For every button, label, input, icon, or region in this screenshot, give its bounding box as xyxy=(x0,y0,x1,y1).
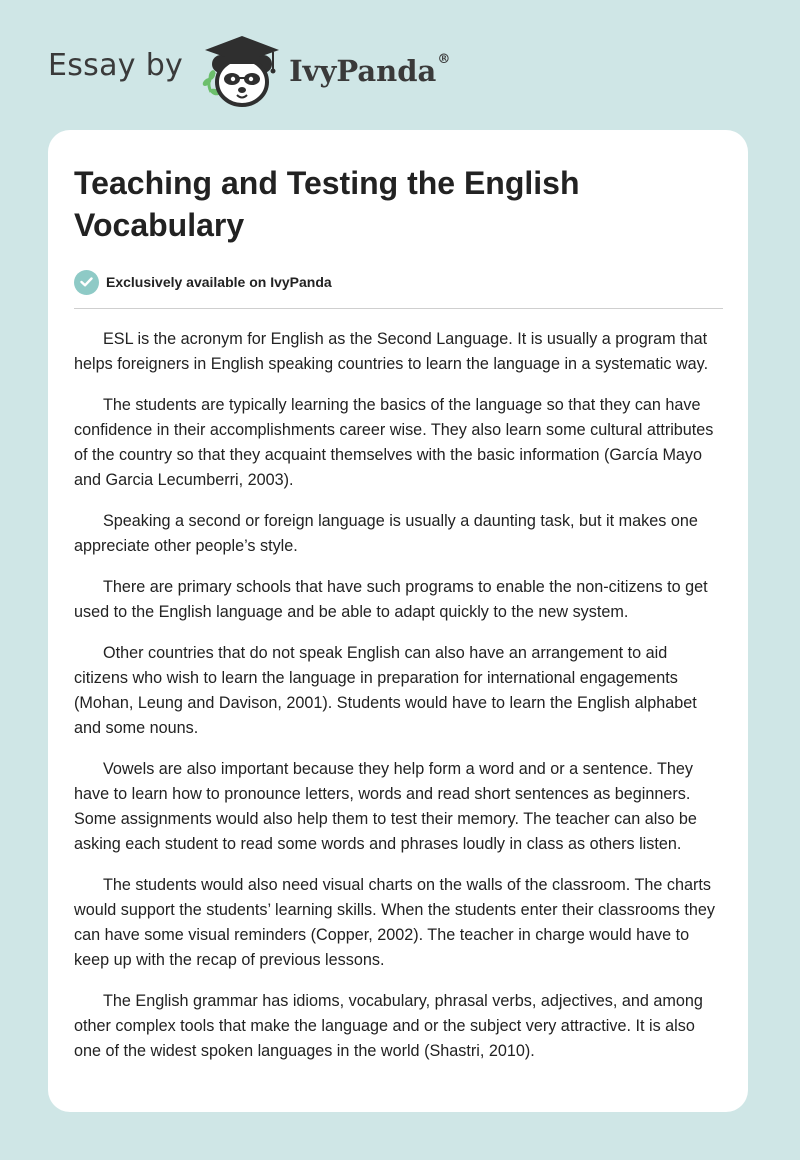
paragraph: The students are typically learning the basics of the language so that they can have confidence in their accomplishments career wise. They also learn some cultural attributes of the country so that they acquaint themselves with the basic information (García Mayo and Garcia Lecumberri, 2003). xyxy=(74,396,714,489)
paragraph: There are primary schools that have such programs to enable the non-citizens to get used to the English language and be able to adapt quickly to the new system. xyxy=(74,578,708,621)
panda-graduate-logo-icon xyxy=(197,30,287,110)
paragraph: Vowels are also important because they help form a word and or a sentence. They have to learn how to pronounce letters, words and read short sentences as beginners. Some assignments would also help them to test their memory. The teacher can also be asking each student to read some words and phrases loudly in class as others listen. xyxy=(74,760,697,853)
exclusive-label: Exclusively available on IvyPanda xyxy=(106,274,332,290)
site-header xyxy=(48,30,450,110)
essay-by-label: Essay by xyxy=(48,47,184,83)
paragraph: The students would also need visual charts on the walls of the classroom. The charts would support the students’ learning skills. When the students enter their classrooms they can have some visual reminders (Copper, 2002). The teacher in charge would have to keep up with the recap of previous lessons. xyxy=(74,876,715,969)
brand-name xyxy=(289,54,450,88)
registered-mark: ® xyxy=(437,52,451,67)
essay-body xyxy=(74,327,724,1064)
essay-title: Teaching and Testing the English Vocabulary xyxy=(74,165,580,243)
brand-text: IvyPanda xyxy=(289,54,437,88)
paragraph: Speaking a second or foreign language is usually a daunting task, but it makes one appreciate other people’s style. xyxy=(74,512,698,555)
essay-card xyxy=(48,130,748,1112)
paragraph: Other countries that do not speak English can also have an arrangement to aid citizens who wish to learn the language in preparation for international engagements (Mohan, Leung and Davison, 2001). Students would have to learn the English alphabet and some nouns. xyxy=(74,644,697,737)
exclusive-badge xyxy=(74,269,722,295)
check-circle-icon xyxy=(74,270,99,295)
paragraph: The English grammar has idioms, vocabulary, phrasal verbs, adjectives, and among other complex tools that make the language and or the subject very attractive. It is also one of the widest spoken languages in the world (Shastri, 2010). xyxy=(74,992,703,1060)
paragraph: ESL is the acronym for English as the Second Language. It is usually a program that helps foreigners in English speaking countries to learn the language in a systematic way. xyxy=(74,330,709,373)
divider xyxy=(74,308,723,309)
